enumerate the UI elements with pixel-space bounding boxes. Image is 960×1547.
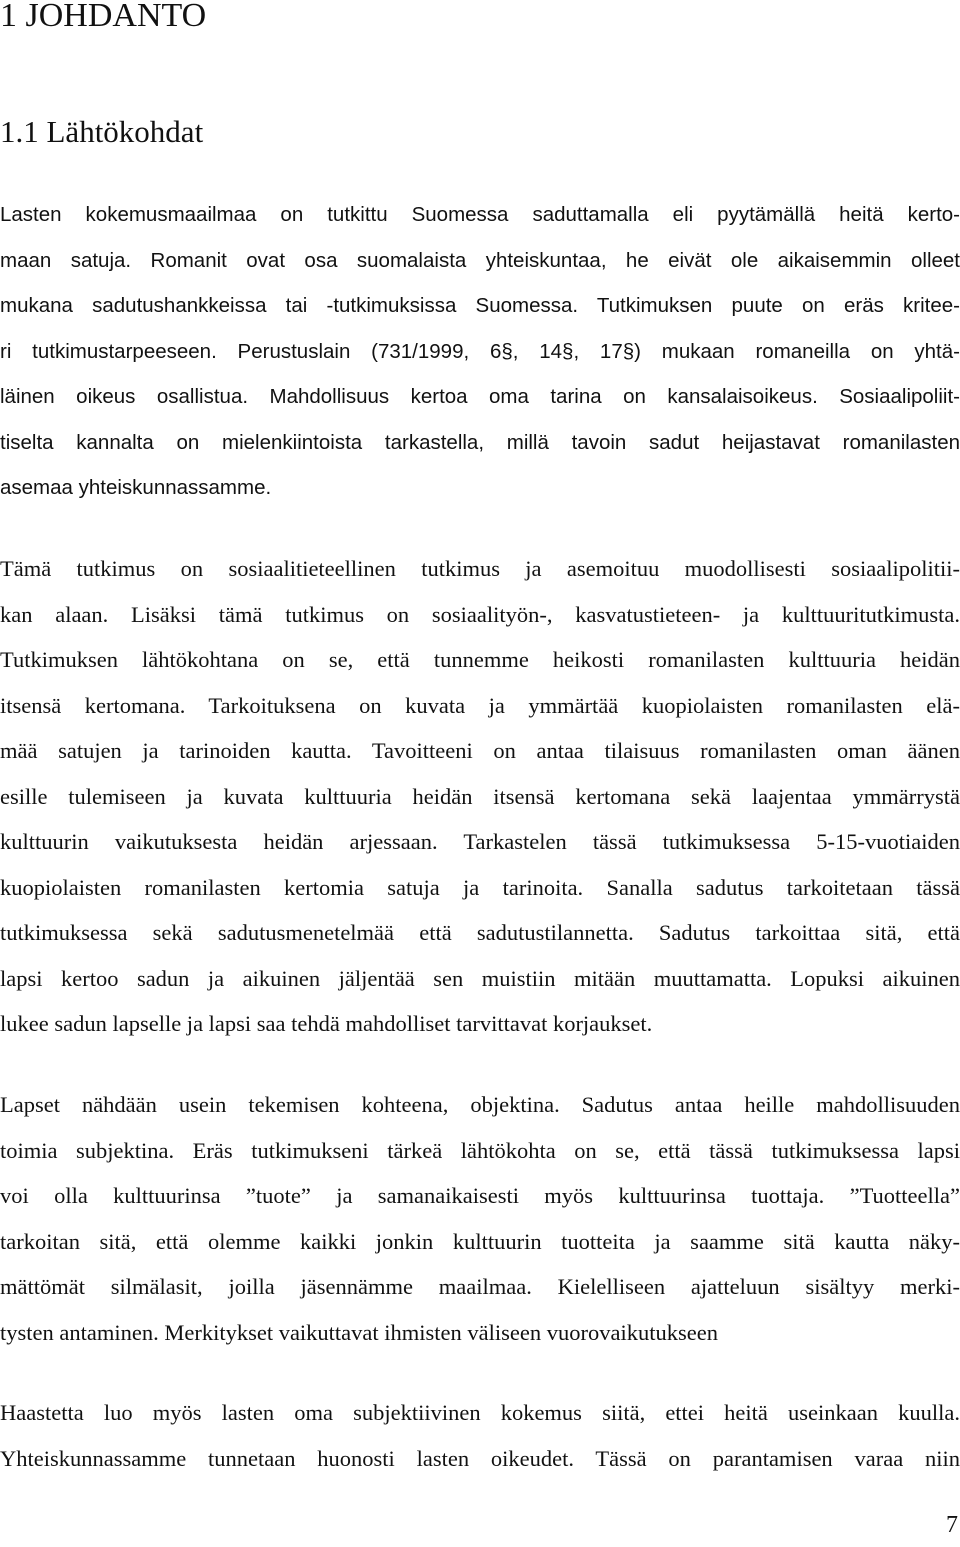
paragraph-line: Lasten kokemusmaailmaa on tutkittu Suomessa saduttamalla eli pyytämällä heitä kerto- xyxy=(0,203,960,226)
paragraph-line: kuopiolaisten romanilasten kertomia satuja ja tarinoita. Sanalla sadutus tarkoitetaan tässä xyxy=(0,874,960,900)
paragraph-line: lapsi kertoo sadun ja aikuinen jäljentää sen muistiin mitään muuttamatta. Lopuksi aikuinen xyxy=(0,965,960,991)
paragraph-line: Tutkimuksen lähtökohtana on se, että tunnemme heikosti romanilasten kulttuuria heidän xyxy=(0,647,960,672)
paragraph-line: tutkimuksessa sekä sadutusmenetelmää että sadutustilannetta. Sadutus tarkoittaa sitä, että xyxy=(0,920,960,945)
paragraph-line: itsensä kertomana. Tarkoituksena on kuvata ja ymmärtää kuopiolaisten romanilasten elä- xyxy=(0,692,960,718)
paragraph-line: Haastetta luo myös lasten oma subjektiivinen kokemus siitä, ettei heitä useinkaan kuulla. xyxy=(0,1400,960,1425)
paragraph-line: toimia subjektina. Eräs tutkimukseni tärkeä lähtökohta on se, että tässä tutkimuksessa lapsi xyxy=(0,1137,960,1163)
paragraph-line: mää satujen ja tarinoiden kautta. Tavoitteeni on antaa tilaisuus romanilasten oman äänen xyxy=(0,738,960,763)
paragraph-line: voi olla kulttuurinsa ”tuote” ja samanaikaisesti myös kulttuurinsa tuottaja. ”Tuotteella” xyxy=(0,1183,960,1208)
chapter-heading: 1 JOHDANTO xyxy=(0,0,207,34)
paragraph-1 xyxy=(0,192,960,511)
paragraph-3 xyxy=(0,1082,960,1355)
paragraph-line: tiselta kannalta on mielenkiintoista tarkastella, millä tavoin sadut heijastavat romanilasten xyxy=(0,430,960,454)
paragraph-line: kulttuurin vaikutuksesta heidän arjessaan. Tarkastelen tässä tutkimuksessa 5-15-vuotiaiden xyxy=(0,829,960,854)
paragraph-line: esille tulemiseen ja kuvata kulttuuria heidän itsensä kertomana sekä laajentaa ymmärrystä xyxy=(0,783,960,809)
paragraph-line: maan satuja. Romanit ovat osa suomalaista yhteiskuntaa, he eivät ole aikaisemmin olleet xyxy=(0,248,960,272)
paragraph-line: mättömät silmälasit, joilla jäsennämme maailmaa. Kielelliseen ajatteluun sisältyy merki- xyxy=(0,1274,960,1299)
paragraph-line: tarkoitan sitä, että olemme kaikki jonkin kulttuurin tuotteita ja saamme sitä kautta näky- xyxy=(0,1228,960,1254)
paragraph-line: tysten antaminen. Merkitykset vaikuttavat ihmisten väliseen vuorovaikutukseen xyxy=(0,1319,718,1345)
paragraph-4 xyxy=(0,1390,960,1481)
paragraph-line: ri tutkimustarpeeseen. Perustuslain (731/1999, 6§, 14§, 17§) mukaan romaneilla on yhtä- xyxy=(0,339,960,363)
paragraph-line: Tämä tutkimus on sosiaalitieteellinen tutkimus ja asemoituu muodollisesti sosiaalipolitii- xyxy=(0,556,960,581)
paragraph-line: kan alaan. Lisäksi tämä tutkimus on sosiaalityön-, kasvatustieteen- ja kulttuuritutkimusta. xyxy=(0,601,960,627)
paragraph-2 xyxy=(0,546,960,1047)
paragraph-line: Lapset nähdään usein tekemisen kohteena, objektina. Sadutus antaa heille mahdollisuuden xyxy=(0,1092,960,1117)
section-heading: 1.1 Lähtökohdat xyxy=(0,114,204,149)
paragraph-line: läinen oikeus osallistua. Mahdollisuus kertoa oma tarina on kansalaisoikeus. Sosiaalipoliit- xyxy=(0,385,960,408)
page-number: 7 xyxy=(946,1512,958,1538)
paragraph-line: mukana sadutushankkeissa tai -tutkimuksissa Suomessa. Tutkimuksen puute on eräs kritee- xyxy=(0,294,960,317)
paragraph-line: asemaa yhteiskunnassamme. xyxy=(0,476,272,499)
paragraph-line: Yhteiskunnassamme tunnetaan huonosti lasten oikeudet. Tässä on parantamisen varaa niin xyxy=(0,1445,960,1471)
paragraph-line: lukee sadun lapselle ja lapsi saa tehdä mahdolliset tarvittavat korjaukset. xyxy=(0,1011,653,1036)
